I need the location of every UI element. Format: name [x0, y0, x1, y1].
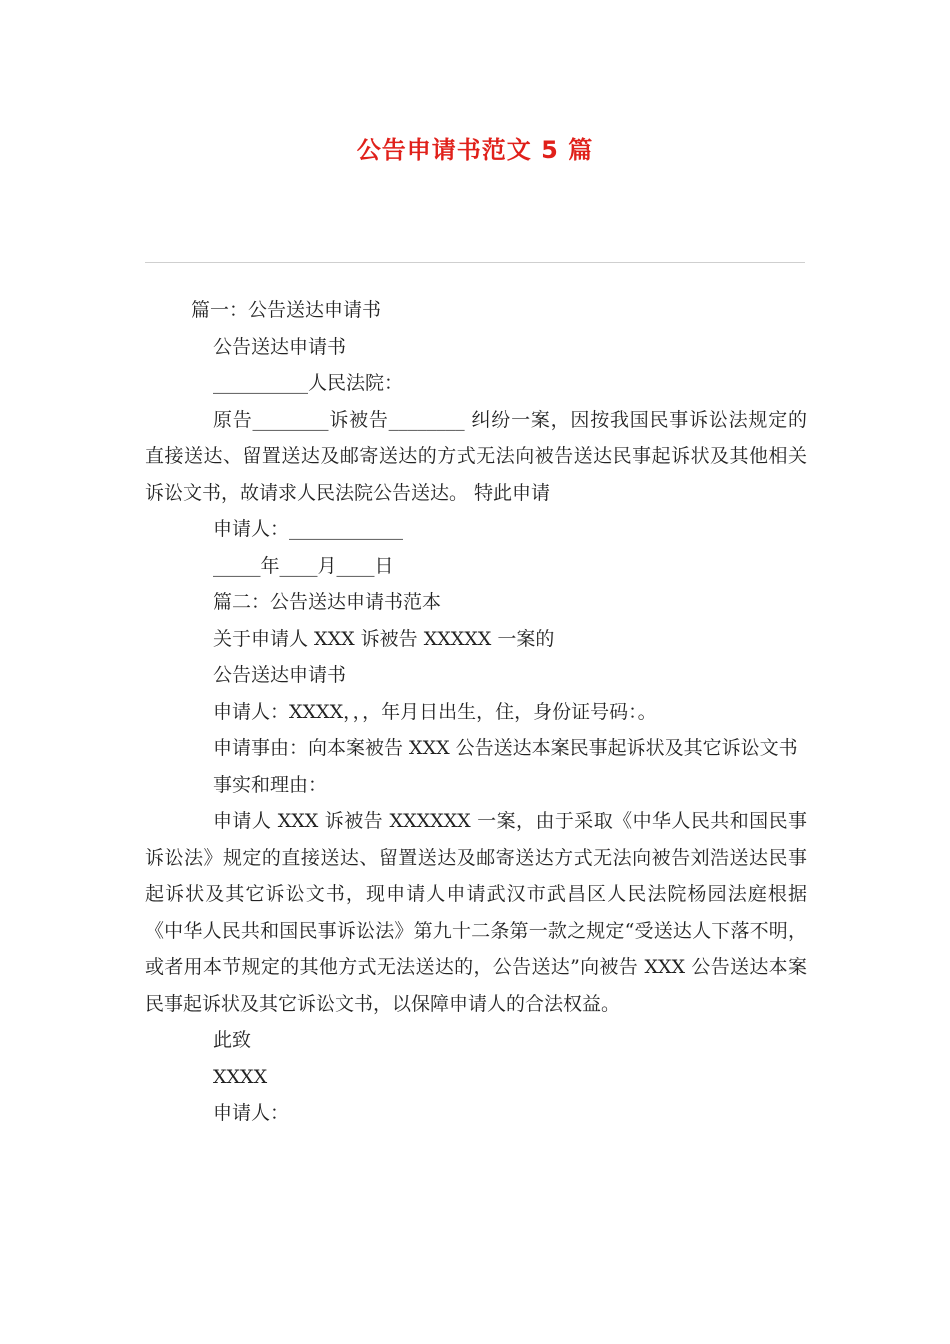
section-heading-1: 篇一：公告送达申请书: [191, 299, 382, 321]
facts-heading-2: 事实和理由：: [213, 773, 328, 796]
court-addressee: __________人民法院：: [213, 372, 404, 394]
application-reason-2: 申请事由：向本案被告 XXX 公告送达本案民事起诉状及其它诉讼文书: [213, 737, 798, 759]
doc-heading-1: 公告送达申请书: [213, 335, 347, 358]
document-body: [145, 292, 807, 1132]
case-heading-2: 关于申请人 XXX 诉被告 XXXXX 一案的: [213, 627, 555, 650]
applicant-info-2: 申请人：XXXX，，，年月日出生，住，身份证号码：。: [213, 700, 657, 723]
body-paragraph-2: 申请人 XXX 诉被告 XXXXXX 一案，由于采取《中华人民共和国民事诉讼法》规定的直接送达、留置送达及邮寄送达方式无法向被告刘浩送达民事起诉状及其它诉讼文书，现申请人申请武汉市武昌区人民法院杨园法庭根据《中华人民共和国民事诉讼法》第九十二条第一款之规定“受送达人下落不明，或者用本节规定的其他方式无法送达的，公告送达”向被告 XXX 公告送达本案民事起诉状及其它诉讼文书，以保障申请人的合法权益。: [145, 810, 807, 1015]
title-divider: [145, 262, 805, 263]
document-title: 公告申请书范文 5 篇: [356, 136, 594, 164]
section-heading-2: 篇二：公告送达申请书范本: [213, 591, 442, 613]
doc-heading-2: 公告送达申请书: [213, 664, 347, 686]
closing-phrase: 此致: [213, 1029, 252, 1051]
applicant-signature-2: 申请人：: [213, 1102, 290, 1124]
date-line-1: _____年____月____日: [213, 554, 394, 577]
body-paragraph-1: 原告________诉被告________ 纠纷一案，因按我国民事诉讼法规定的直接送达、留置送达及邮寄送达的方式无法向被告送达民事起诉状及其他相关诉讼文书，故请求人民法院公告送达。 特此申请: [145, 408, 807, 504]
applicant-line-1: 申请人：____________: [213, 518, 404, 540]
closing-recipient: XXXX: [213, 1065, 268, 1088]
